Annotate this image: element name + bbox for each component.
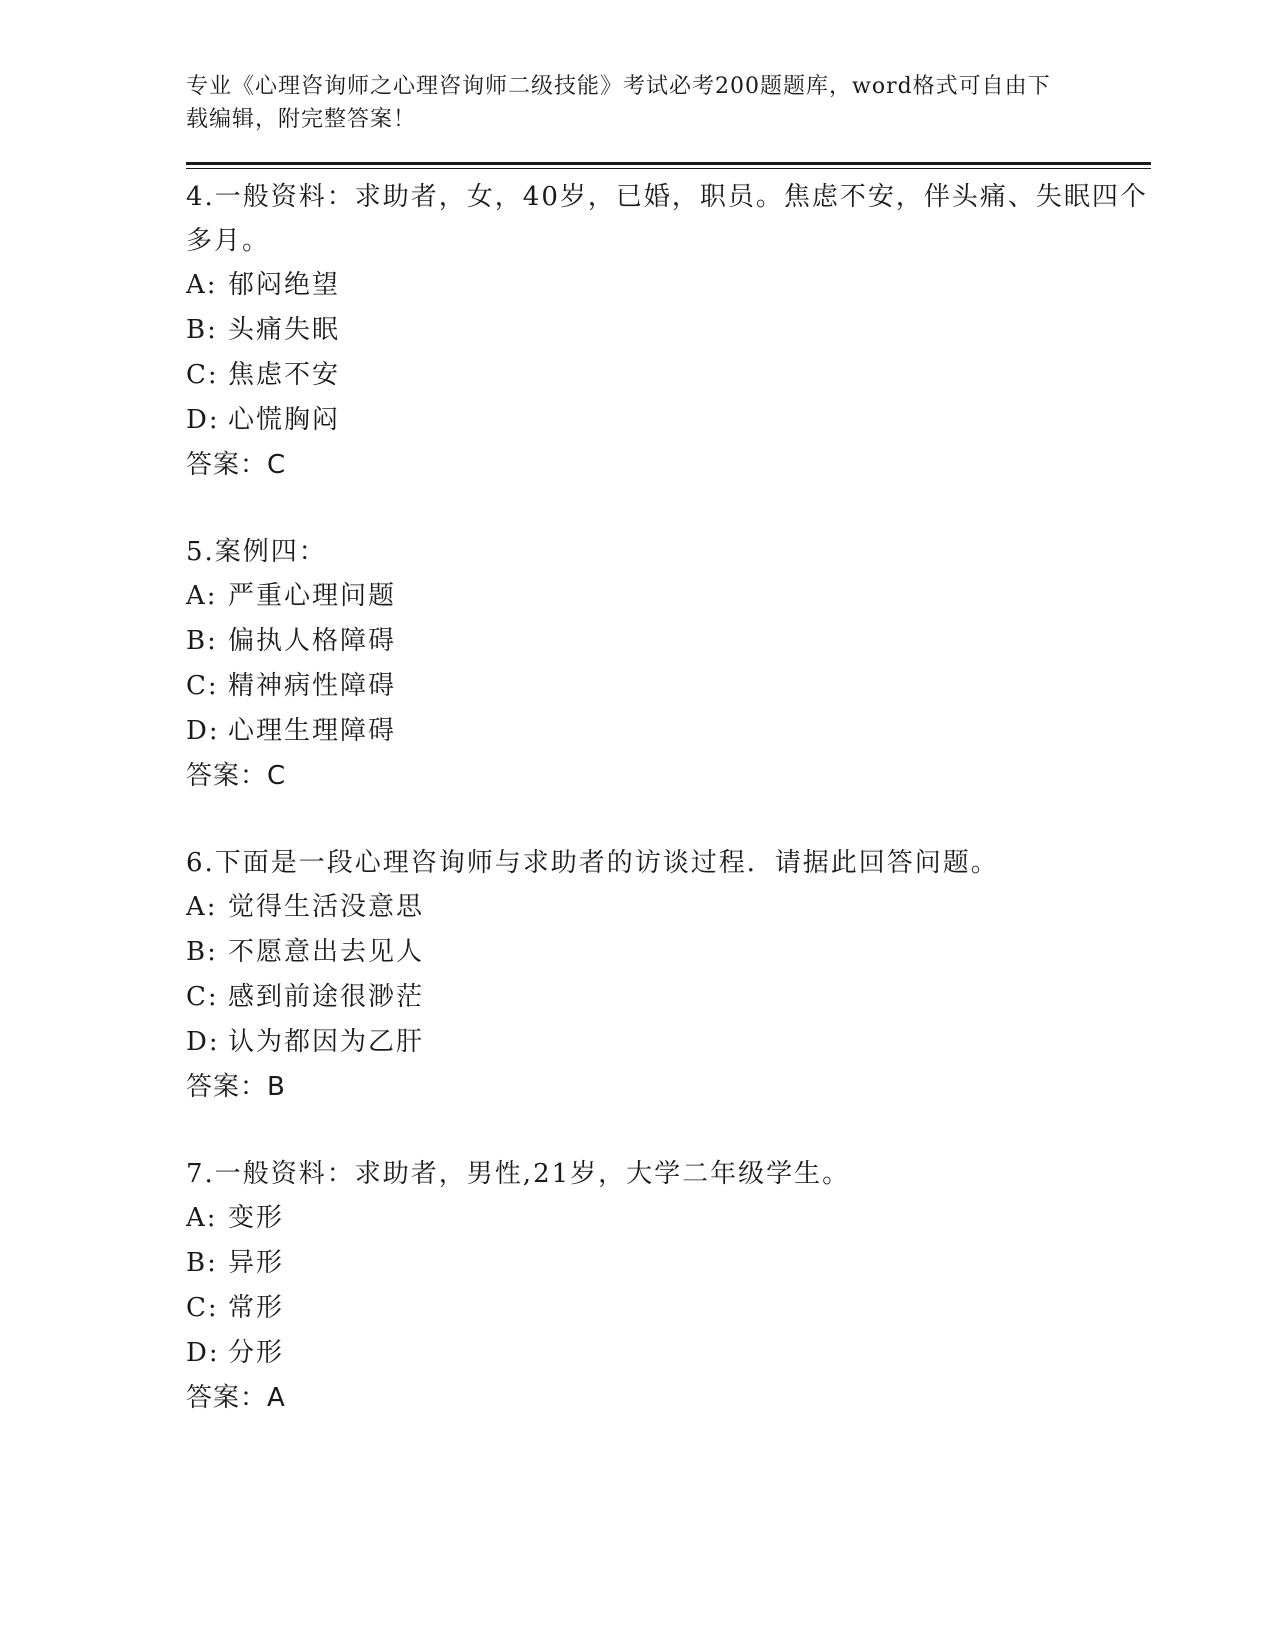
option-text: 常形 <box>228 1293 285 1323</box>
option-text: 偏执人格障碍 <box>228 626 397 656</box>
question-stem: 6.下面是一段心理咨询师与求助者的访谈过程．请据此回答问题。 <box>186 848 999 878</box>
option-key: A: <box>186 892 218 922</box>
option-b <box>186 619 1151 664</box>
option-text: 觉得生活没意思 <box>228 892 425 922</box>
option-key: D: <box>186 716 220 746</box>
option-key: D: <box>186 1027 220 1057</box>
document-header: 专业《心理咨询师之心理咨询师二级技能》考试必考200题题库，word格式可自由下载编辑，附完整答案！ <box>186 74 1051 132</box>
option-key: B: <box>186 937 218 967</box>
question-stem: 4.一般资料：求助者，女，40岁，已婚，职员。焦虑不安，伴头痛、失眠四个多月。 <box>186 182 1148 256</box>
option-key: A: <box>186 581 218 611</box>
option-a <box>186 574 1151 619</box>
option-b <box>186 1241 1151 1286</box>
option-b <box>186 308 1151 353</box>
option-b <box>186 930 1151 975</box>
option-text: 心慌胸闷 <box>228 405 341 435</box>
answer-line: 答案：C <box>186 450 287 480</box>
option-text: 严重心理问题 <box>228 581 397 611</box>
option-text: 分形 <box>228 1338 285 1368</box>
question-list <box>186 175 1151 1421</box>
option-d <box>186 1331 1151 1376</box>
answer-line: 答案：C <box>186 761 287 791</box>
option-a <box>186 885 1151 930</box>
option-key: D: <box>186 1338 220 1368</box>
option-key: D: <box>186 405 220 435</box>
option-text: 头痛失眠 <box>228 315 341 345</box>
option-text: 郁闷绝望 <box>228 270 341 300</box>
answer-line: 答案：A <box>186 1383 286 1413</box>
option-key: A: <box>186 1203 218 1233</box>
document-page <box>186 70 1151 1463</box>
option-key: B: <box>186 626 218 656</box>
question-stem: 5.案例四： <box>186 537 327 567</box>
option-c <box>186 1286 1151 1331</box>
option-key: C: <box>186 1293 219 1323</box>
option-d <box>186 709 1151 754</box>
option-text: 认为都因为乙肝 <box>228 1027 425 1057</box>
option-key: C: <box>186 360 219 390</box>
option-text: 变形 <box>228 1203 285 1233</box>
option-text: 感到前途很渺茫 <box>228 982 425 1012</box>
option-d <box>186 398 1151 443</box>
option-text: 心理生理障碍 <box>228 716 397 746</box>
option-key: B: <box>186 1248 218 1278</box>
question-item <box>186 175 1151 488</box>
option-a <box>186 1196 1151 1241</box>
option-text: 焦虑不安 <box>228 360 341 390</box>
option-c <box>186 353 1151 398</box>
option-d <box>186 1020 1151 1065</box>
option-key: A: <box>186 270 218 300</box>
header-divider <box>186 162 1151 165</box>
option-text: 异形 <box>228 1248 285 1278</box>
option-a <box>186 263 1151 308</box>
question-stem: 7.一般资料：求助者，男性,21岁，大学二年级学生。 <box>186 1159 851 1189</box>
option-c <box>186 664 1151 709</box>
answer-line: 答案：B <box>186 1072 286 1102</box>
question-item <box>186 841 1151 1110</box>
option-key: C: <box>186 671 219 701</box>
question-item <box>186 1152 1151 1421</box>
option-key: B: <box>186 315 218 345</box>
option-c <box>186 975 1151 1020</box>
option-text: 不愿意出去见人 <box>228 937 425 967</box>
question-item <box>186 530 1151 799</box>
option-text: 精神病性障碍 <box>228 671 397 701</box>
option-key: C: <box>186 982 219 1012</box>
